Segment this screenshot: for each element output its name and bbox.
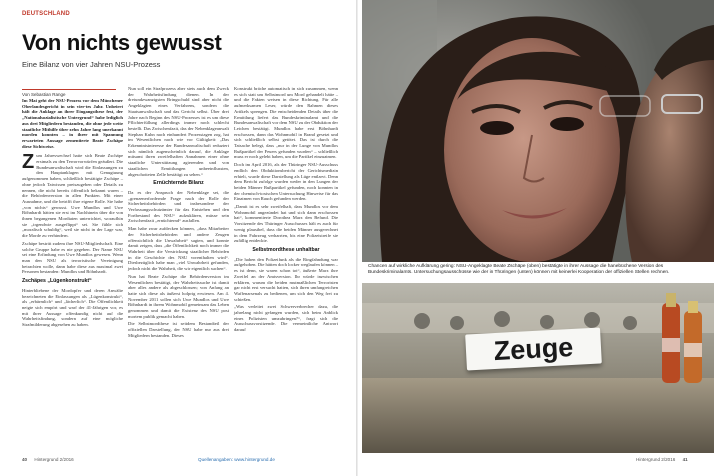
issue-label: Hintergrund 2/2016 — [636, 457, 676, 462]
hearing-room-illustration — [362, 283, 714, 453]
footer-right — [636, 457, 688, 462]
paragraph: Konstrukt bräche automatisch in sich zusammen, wenn es sich statt um Selbstmord um Mord gehandelt hätte – und die Fakten weisen in diese Richtung. Für alle aufmerksamen Leser, würde den Rahmen dieses Artikels sprengen. Die entscheidenden Details über die Ermittlung liefert das Bundeskriminalamt und die Bundesanwaltschaft vor dem NSU zu der Obduktion der Leichen bestätigt. Mundlos habe erst Böhnhardt erschossen, dann das Wohnmobil in Brand gesetzt und sich schließlich selbst getötet. Das ist durch die Tatsache belegt, dass „nur in der Lunge von Mundlos Rußpartikel der Feuers gefunden wurden“ – schließlich muss er noch gelebt haben, um die Partikel einzuatmen. — [234, 86, 338, 160]
photo-caption: Chancen auf wirkliche Aufklärung gering: NSU-Angeklagte Beate Zschäpe (oben) bestätigte in ihrer Aussage die hanebüchene Version des Bundeskriminalamts. Untersuchungsausschüsse wie der in Thüringen (unten) können mit keinerlei Kooperation der offiziellen Stellen rechnen. — [368, 264, 670, 276]
section-label: DEUTSCHLAND — [22, 11, 70, 17]
footer-left — [22, 457, 74, 462]
paragraph: „Die haben den Polizeifunk als die Ringfahndung war aufgehoben. Die hätten doch locker weglaufen können – es ist denn, sie waren schon tot“, äußerte Marx ihre Zweifel an der Amtsversion. Ihr würde inzwischen erklären, warum die beiden mutmaßlichen Terroristen gar nicht erst versucht hatten, sich ihren umfangreichen Waffenarsenals zu bedienen, um sich den Weg frei zu schießen. — [234, 256, 338, 302]
column-3 — [234, 86, 338, 335]
footer-source-link[interactable]: Quellenangaben: www.hintergrund.de — [198, 457, 275, 462]
author-byline: Von Sebastian Range — [22, 89, 116, 97]
subheading: Selbstmordthese unhaltbar — [252, 246, 320, 253]
drop-cap: Z — [22, 151, 35, 174]
portrait-illustration — [362, 0, 714, 262]
subheading: Zschäpes „Lügenkonstrukt“ — [22, 278, 92, 285]
column-2 — [128, 86, 229, 341]
paragraph: Man habe zwar aufdecken können, „dass Mitarbeiter der Sicherheitsbehörden und andere Zeugen offensichtlich die Unwahrheit“ sagten, und konnte damit zeigen, dass „die Öffentlichkeit noch immer die Wahrheit über die Verstrickung staatlicher Behörden in die Geschichte des NSU vorenthalten wird“. Diesbezüglich habe man „viel Unwahrheit gefunden, jedoch nicht die Wahrheit, die wir eigentlich suchen“. — [128, 226, 229, 272]
lead-paragraph: Im Mai geht der NSU-Prozess vor dem Münchener Oberlandesgericht in sein vier-tes Jahr. Unbeirrt hält die Anklage an ihrer Eingangsthese fest, der „Nationalsozialistische Untergrund“ habe lediglich aus drei Mitgliedern bestanden, die ohne jede weite staatliche Mithilfe über zehn Jahre lang unerkannt morden konnten – in ihrer mit Spannung erwarteten Aussage zementierte Beate Zschäpe diese Sichtweise. — [22, 98, 123, 149]
paragraph — [22, 153, 123, 239]
paragraph: Doch im April 2016, als der Thüringer NSU-Ausschuss endlich den Obduktionsbericht der Gerichtsmedizin erhielt, wurde diese Darstellung als Lüge entlarvt. Denn dem Bericht zufolge wurden weder in den Lungen der beiden Männer Rußpartikel gefunden, noch konnten in der chemisch-toxischen Untersuchung Hinweise für das Einatmen von Rauch gefunden werden. — [234, 162, 338, 202]
top-photo-zschaepe — [362, 0, 714, 262]
paragraph-text: um Jahreswechsel hatte sich Beate Zschäpe erstmals zu den Terrorvorwürfen geäußert. Die Bundesanwaltschaft wird die Einlassungen zu den Hauptanklagen mit Genugtuung aufgenommen haben, schließlich bestätigte Zschäpe – ohne jedoch Tatwissen preiszugeben oder Details zu nennen, die nicht bereits öffentlich bekannt waren – die Behördenversion in allen Punkten. Mit einer Ausnahme, und die betrifft ihre eigene Rolle. Sie habe „von nichts“ gewusst. Uwe Mundlos und Uwe Böhnhardt hätten sie erst im Nachhinein über die von ihnen begangenen Mordtaten unterrichtet, woraufhin sie „irgendwie ausgeflippt“ sei. Sie fühle sich „moralisch schuldig“, weil sie nicht in der Lage war, die Morde zu verhindern. — [22, 153, 123, 239]
paragraph: Zschäpe bestritt zudem ihre NSU-Mitgliedschaft. Eine solche Gruppe habe es nie gegeben. Der Name NSU sei eine Erfindung von Uwe Mundlos gewesen. Wenn man den NSU als terroristische Vereinigung betrachten wolle, dann habe diese aus maximal zwei Personen bestanden: Mundlos und Böhnhardt. — [22, 240, 123, 275]
paragraph: Da es der Anspruch der Nebenklage sei, die „grenzenerfordernde Frage nach der Rolle der Sicherheitsbehörden und insbesondere der Verfassungsschutzämter für das Entstehen und den Fortbestand des NSU“ aufzuklären, müsse sein Zwischenfazit „ernüchternd“ ausfallen. — [128, 189, 229, 224]
paragraph: Die Selbstmordthese ist seitdem Bestandteil der offiziellen Darstellung, der NSU habe nur aus drei Mitgliedern bestanden. Dieses — [128, 321, 229, 338]
page-number: 40 — [22, 457, 28, 462]
paragraph: Hinterbliebene der Mordopfer und deren Anwälte bezeichneten die Einlassungen als „Lügenkonstrukt“, als „erbärmlich“ und „lächerlich“. Die Öffentlichkeit neigte sich empört und warf der 41-Jährigen vor, es mit ihrer Aussage offenkundig nicht auf die Wahrheitsfindung, sondern auf eine mögliche Strafmilderung abgesehen zu haben. — [22, 287, 123, 328]
column-1 — [22, 98, 123, 330]
paragraph: „Was verleitet zwei Schwerverbrecher dazu, die jahrelang nicht gefangen wurden, sich beim Anblick eines Polizisten umzubringen?“, fragt sich die Ausschussvorsitzende. Die vermeintliche Antwort darauf — [234, 304, 338, 333]
issue-label: Hintergrund 2/2016 — [34, 457, 74, 462]
page-gutter — [356, 0, 358, 476]
paragraph: Nun hat Beate Zschäpe die Behördenversion im Wesentlichen bestätigt, der Wahrheitssuche ist damit aber alles andere als abgeschlossen; von Anfang an hatte sich diese als äußerst holprig erwiesen. Am 4. November 2011 sollen sich Uwe Mundlos und Uwe Böhnhardt in ihrem Wohnmobil gemeinsam das Leben genommen und damit die Existenz des NSU post mortem publik gemacht haben. — [128, 273, 229, 319]
bottom-photo-committee — [362, 283, 714, 453]
paragraph: „Damit ist es sehr zweifelhaft, dass Mundlos vor dem Wohnmobil angezündet hat und sich dann erschossen hat“, kommentierte Dorothea Marx den Befund. Die Vorsitzende des Thüringer Ausschusses hält es auch für wenig plausibel, dass die beiden Männer ausgerechnet in dem Fahrzeug verharrten, bis eine Polizeistreife sie zufällig entdeckte. — [234, 204, 338, 244]
paragraph: Nun soll ein Strafprozess aber stets auch dem Zweck der Wahrheitsfindung dienen. In der dreiundzwanzigsten Bringschuld sind aber nicht die Angeklagten eines Verfahrens, sondern die Staatsanwaltschaft und das Gericht selbst. Über drei Jahre nach Beginn des NSU-Prozesses ist es um diese Pflichterfüllung allerdings immer noch schlecht bestellt. Das Zwischenfazit, das der Nebenklageanwalt Stephan Kuhn nach einhundert Prozesstagen zog, hat im Wesentlichen nach wie vor Gültigkeit: „Das Erkenntnisinteresse der Bundesanwaltschaft reduziert sich nämlich augenscheinlich darauf, die Anklage mitsamt ihren zweifelhaften Annahmen einer ohne staatliche Unterstützung agierenden und von staatlichen Ermittlungen unbeeinflussten, abgeschotteten Zelle bestätigt zu sehen.“ — [128, 86, 229, 177]
page-number: 41 — [682, 457, 688, 462]
article-subtitle: Eine Bilanz von vier Jahren NSU-Prozess — [22, 60, 161, 69]
subheading: Ernüchternde Bilanz — [153, 180, 204, 187]
zeuge-name-plate: Zeuge — [465, 327, 602, 370]
article-title: Von nichts gewusst — [22, 30, 222, 55]
